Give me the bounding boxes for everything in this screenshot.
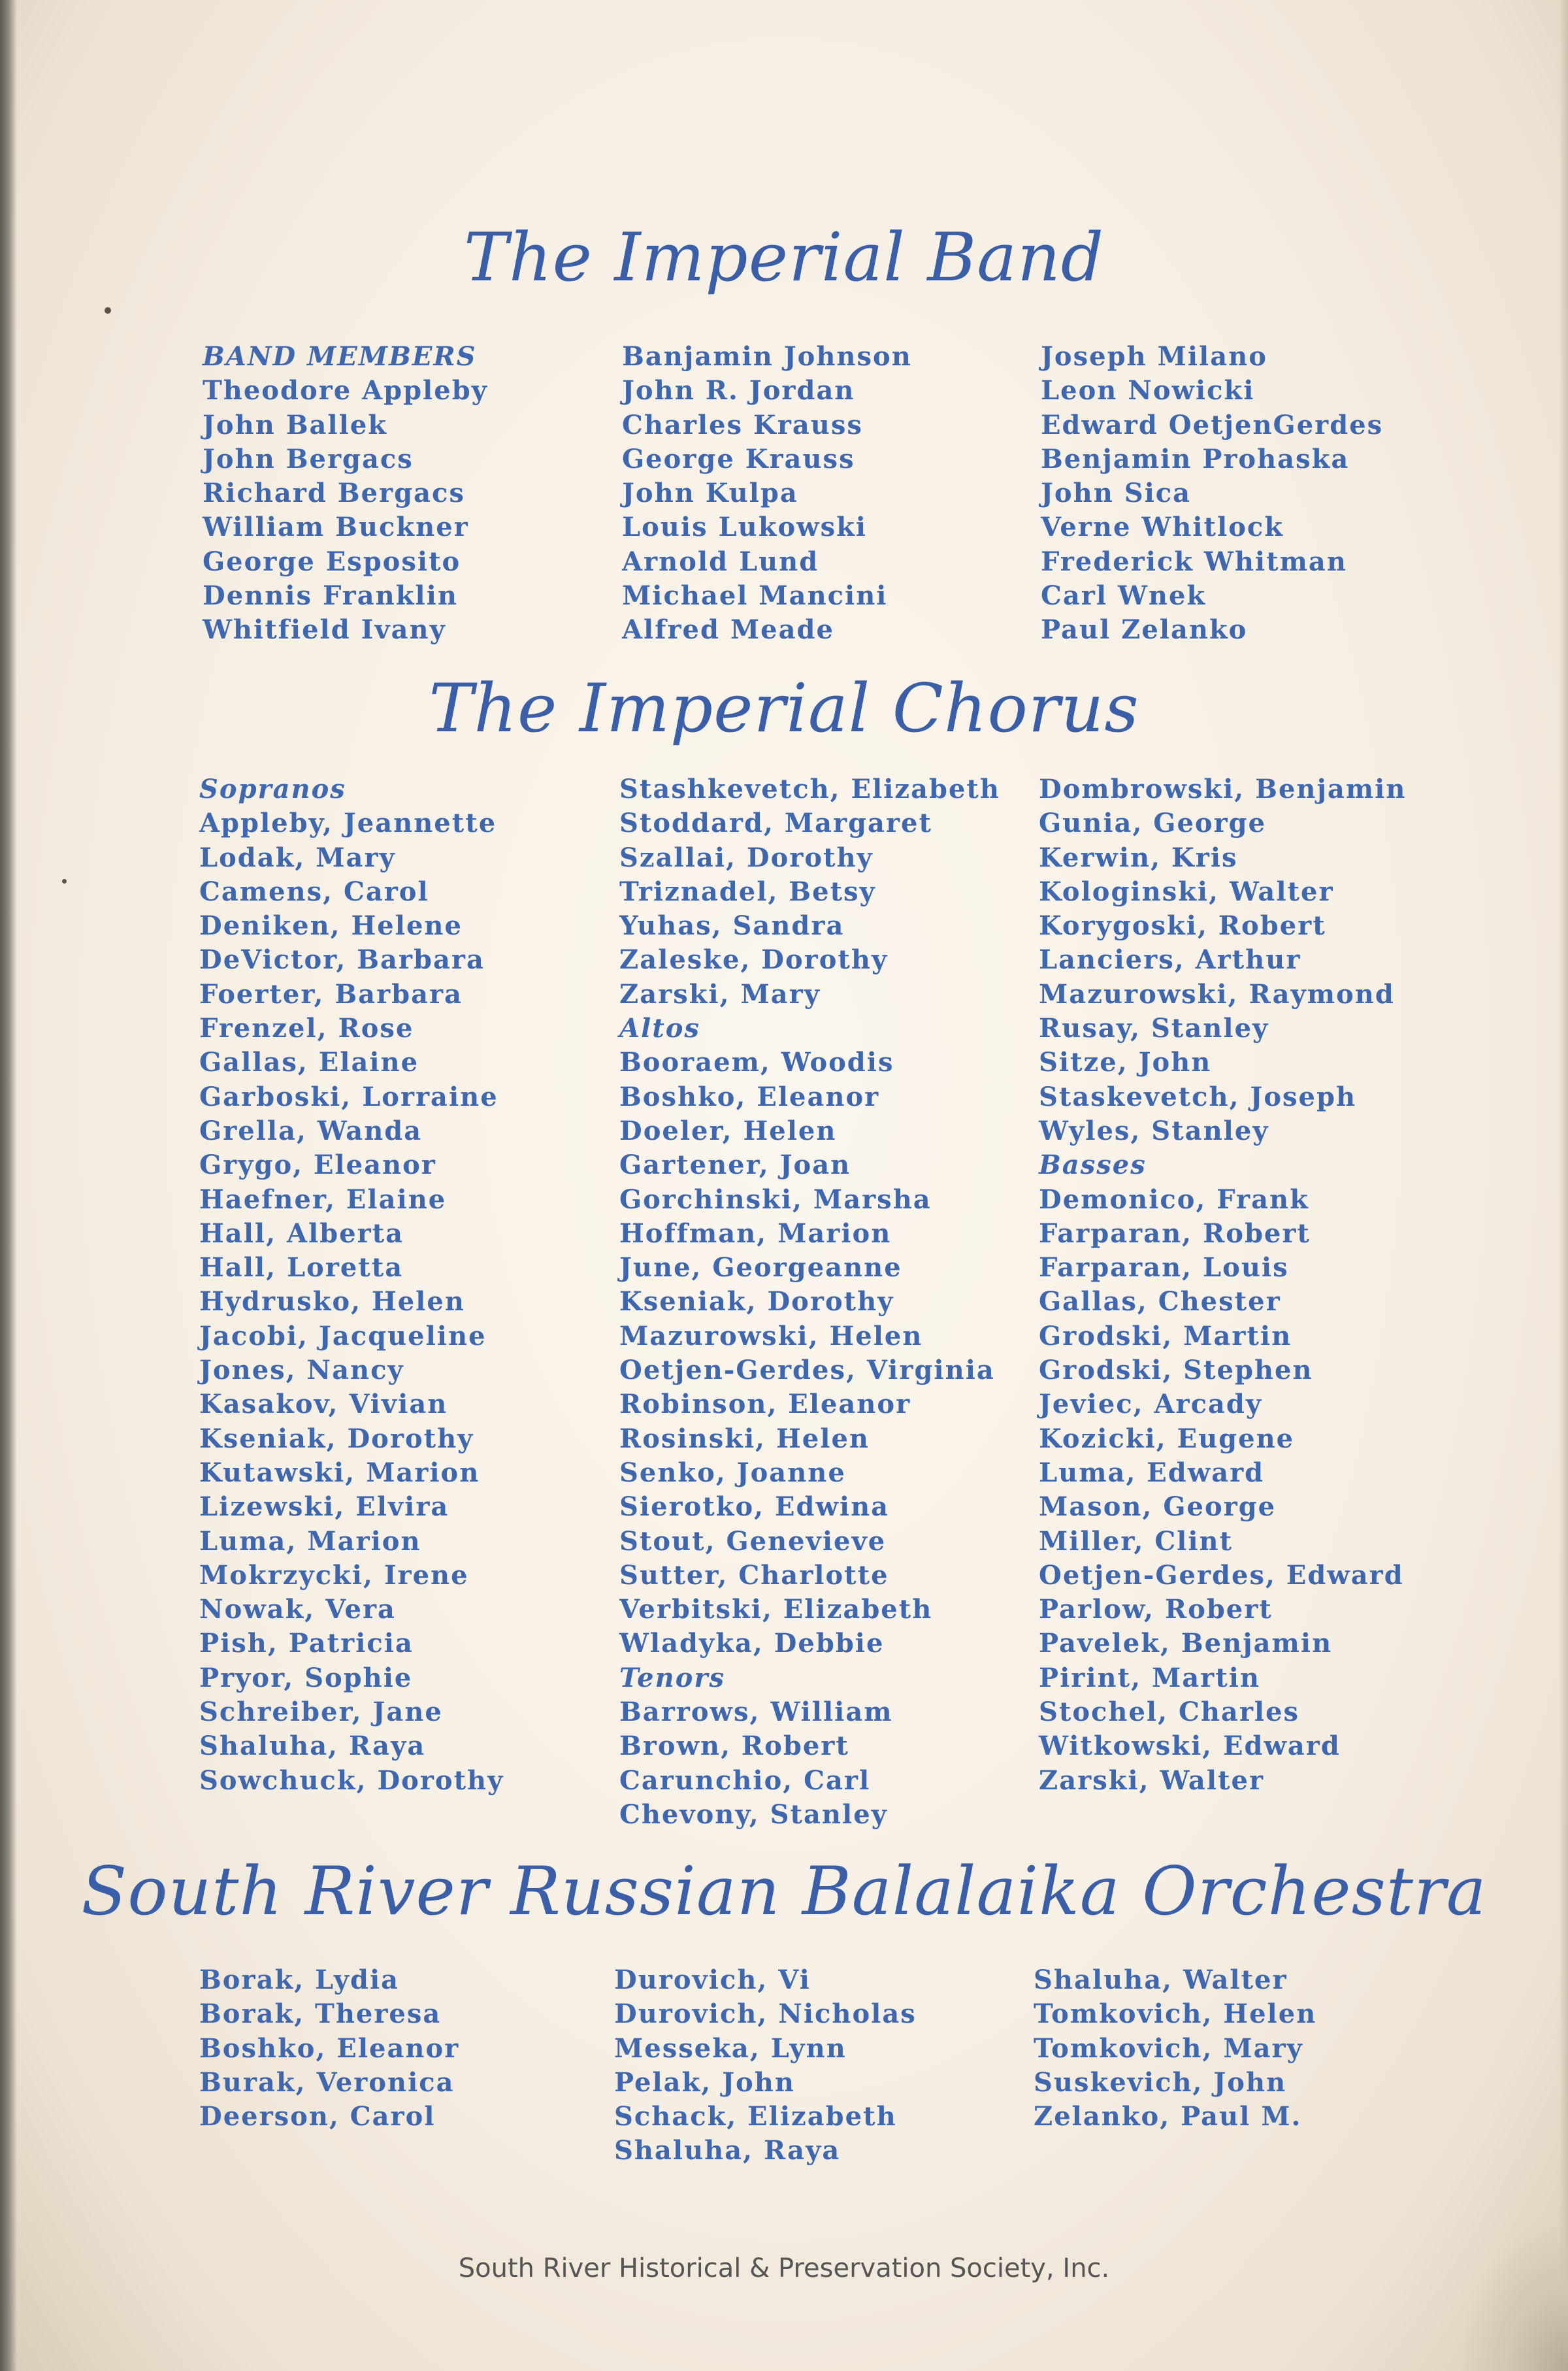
member-name: Arnold Lund <box>622 546 819 577</box>
band-column-3 <box>1041 340 1383 648</box>
member-name: Foerter, Barbara <box>199 978 463 1010</box>
member-name: Yuhas, Sandra <box>619 910 845 942</box>
member-name: Jones, Nancy <box>199 1355 404 1386</box>
member-name: Oetjen-Gerdes, Edward <box>1039 1559 1404 1591</box>
member-name: Barrows, William <box>619 1697 893 1728</box>
member-name: Dombrowski, Benjamin <box>1039 774 1407 804</box>
member-name: Benjamin Prohaska <box>1041 443 1350 474</box>
orchestra-column-2 <box>614 1963 917 2168</box>
section-label: Tenors <box>619 1662 725 1693</box>
member-name: George Esposito <box>203 546 461 577</box>
member-name: Wyles, Stanley <box>1039 1115 1269 1146</box>
member-name: Verbitski, Elizabeth <box>619 1594 933 1625</box>
band-heading: The Imperial Band <box>463 219 1105 297</box>
member-name: Gorchinski, Marsha <box>619 1184 932 1215</box>
member-name: Robinson, Eleanor <box>619 1389 911 1420</box>
member-name: Jeviec, Arcady <box>1039 1389 1263 1420</box>
member-name: Haefner, Elaine <box>199 1184 447 1215</box>
member-name: Tomkovich, Mary <box>1034 2032 1303 2064</box>
member-name: Borak, Theresa <box>199 1998 442 2030</box>
member-name: Edward OetjenGerdes <box>1041 409 1384 440</box>
member-name: Mokrzycki, Irene <box>199 1559 469 1591</box>
member-name: Mazurowski, Raymond <box>1039 978 1395 1010</box>
member-name: Shaluha, Raya <box>199 1731 426 1762</box>
member-name: Alfred Meade <box>622 614 834 646</box>
member-name: Sitze, John <box>1039 1047 1212 1078</box>
member-name: John R. Jordan <box>622 375 855 406</box>
member-name: Schreiber, Jane <box>199 1697 443 1728</box>
member-name: Lizewski, Elvira <box>199 1491 449 1523</box>
chorus-column-3 <box>1039 772 1406 1798</box>
member-name: Triznadel, Betsy <box>619 876 876 907</box>
member-name: Garboski, Lorraine <box>199 1081 498 1112</box>
member-name: Lodak, Mary <box>199 842 396 873</box>
member-name: Szallai, Dorothy <box>619 842 874 873</box>
paper-corner-stain <box>1463 2227 1568 2371</box>
member-name: Camens, Carol <box>199 876 429 907</box>
member-name: Booraem, Woodis <box>619 1047 894 1078</box>
orchestra-column-3 <box>1034 1963 1316 2134</box>
member-name: Gallas, Chester <box>1039 1286 1281 1318</box>
member-name: Kutawski, Marion <box>199 1457 480 1488</box>
member-name: Appleby, Jeannette <box>199 808 497 839</box>
member-name: Gunia, George <box>1039 808 1267 839</box>
member-name: Brown, Robert <box>619 1731 849 1762</box>
member-name: Carl Wnek <box>1041 580 1207 612</box>
orchestra-column-1 <box>199 1963 459 2134</box>
member-name: Hall, Loretta <box>199 1252 404 1284</box>
member-name: Chevony, Stanley <box>619 1799 888 1830</box>
member-name: Boshko, Eleanor <box>619 1081 880 1112</box>
member-name: Deniken, Helene <box>199 910 463 942</box>
member-name: Verne Whitlock <box>1041 512 1284 543</box>
member-name: Senko, Joanne <box>619 1457 846 1488</box>
member-name: Zaleske, Dorothy <box>619 944 889 976</box>
band-column-2 <box>622 340 912 648</box>
member-name: Joseph Milano <box>1041 341 1267 372</box>
section-label: Sopranos <box>199 774 346 804</box>
member-name: Frenzel, Rose <box>199 1013 414 1044</box>
member-name: Sierotko, Edwina <box>619 1491 890 1523</box>
member-name: Pish, Patricia <box>199 1628 414 1659</box>
member-name: Parlow, Robert <box>1039 1594 1273 1625</box>
member-name: Deerson, Carol <box>199 2101 436 2132</box>
member-name: Lanciers, Arthur <box>1039 944 1301 976</box>
chorus-column-1 <box>199 772 504 1798</box>
member-name: Dennis Franklin <box>203 580 458 612</box>
member-name: Stochel, Charles <box>1039 1697 1300 1728</box>
member-name: Messeka, Lynn <box>614 2032 847 2064</box>
member-name: Boshko, Eleanor <box>199 2032 460 2064</box>
member-name: Whitfield Ivany <box>203 614 446 646</box>
member-name: Hall, Alberta <box>199 1218 404 1249</box>
member-name: Suskevich, John <box>1034 2066 1287 2098</box>
member-name: Kologinski, Walter <box>1039 876 1334 907</box>
member-name: Leon Nowicki <box>1041 375 1255 406</box>
member-name: Luma, Marion <box>199 1525 421 1557</box>
member-name: Burak, Veronica <box>199 2066 455 2098</box>
member-name: Farparan, Louis <box>1039 1252 1289 1284</box>
member-name: John Bergacs <box>203 443 414 474</box>
section-label: Altos <box>619 1013 700 1044</box>
section-label: Basses <box>1039 1150 1147 1181</box>
member-name: Pavelek, Benjamin <box>1039 1628 1333 1659</box>
member-name: Mazurowski, Helen <box>619 1320 923 1351</box>
member-name: Hydrusko, Helen <box>199 1286 465 1318</box>
paper-right-edge <box>1559 0 1568 2371</box>
member-name: Kozicki, Eugene <box>1039 1423 1295 1454</box>
member-name: Pelak, John <box>614 2066 795 2098</box>
member-name: Stashkevetch, Elizabeth <box>619 774 1000 804</box>
member-name: DeVictor, Barbara <box>199 944 485 976</box>
paper-speck <box>62 879 67 884</box>
member-name: John Kulpa <box>622 478 798 509</box>
member-name: Paul Zelanko <box>1041 614 1248 646</box>
member-name: Stout, Genevieve <box>619 1525 887 1557</box>
member-name: Kseniak, Dorothy <box>619 1286 894 1318</box>
member-name: Gartener, Joan <box>619 1150 851 1181</box>
paper-left-edge <box>0 0 17 2371</box>
chorus-heading: The Imperial Chorus <box>429 670 1139 748</box>
member-name: Mason, George <box>1039 1491 1277 1523</box>
member-name: George Krauss <box>622 443 855 474</box>
member-name: Grygo, Eleanor <box>199 1150 436 1181</box>
member-name: John Sica <box>1041 478 1192 509</box>
member-name: Wladyka, Debbie <box>619 1628 885 1659</box>
member-name: Luma, Edward <box>1039 1457 1265 1488</box>
member-name: Louis Lukowski <box>622 512 867 543</box>
member-name: Frederick Whitman <box>1041 546 1347 577</box>
member-name: Kerwin, Kris <box>1039 842 1238 873</box>
orchestra-heading: South River Russian Balalaika Orchestra <box>81 1853 1487 1931</box>
member-name: Hoffman, Marion <box>619 1218 892 1249</box>
member-name: Zarski, Mary <box>619 978 821 1010</box>
member-name: Sowchuck, Dorothy <box>199 1765 504 1796</box>
member-name: Witkowski, Edward <box>1039 1731 1341 1762</box>
member-name: Grodski, Stephen <box>1039 1355 1313 1386</box>
member-name: Rosinski, Helen <box>619 1423 870 1454</box>
member-name: Shaluha, Raya <box>614 2135 841 2166</box>
section-label: BAND MEMBERS <box>203 341 477 372</box>
member-name: Farparan, Robert <box>1039 1218 1311 1249</box>
member-name: Charles Krauss <box>622 409 863 440</box>
member-name: Gallas, Elaine <box>199 1047 419 1078</box>
member-name: Richard Bergacs <box>203 478 465 509</box>
member-name: Miller, Clint <box>1039 1525 1233 1557</box>
footer-credit: South River Historical & Preservation Society, Inc. <box>458 2253 1110 2283</box>
member-name: Michael Mancini <box>622 580 888 612</box>
member-name: Borak, Lydia <box>199 1965 400 1995</box>
member-name: Pryor, Sophie <box>199 1662 413 1693</box>
member-name: Theodore Appleby <box>203 375 488 406</box>
member-name: Durovich, Vi <box>614 1965 811 1995</box>
member-name: Rusay, Stanley <box>1039 1013 1269 1044</box>
paper-speck <box>105 307 111 314</box>
member-name: Grodski, Martin <box>1039 1320 1292 1351</box>
member-name: Oetjen-Gerdes, Virginia <box>619 1355 995 1386</box>
member-name: Carunchio, Carl <box>619 1765 871 1796</box>
member-name: William Buckner <box>203 512 469 543</box>
member-name: Kasakov, Vivian <box>199 1389 448 1420</box>
member-name: June, Georgeanne <box>619 1252 902 1284</box>
member-name: Sutter, Charlotte <box>619 1559 889 1591</box>
member-name: Kseniak, Dorothy <box>199 1423 474 1454</box>
member-name: Durovich, Nicholas <box>614 1998 917 2030</box>
member-name: Tomkovich, Helen <box>1034 1998 1317 2030</box>
chorus-column-2 <box>619 772 1000 1832</box>
member-name: Grella, Wanda <box>199 1115 423 1146</box>
member-name: Nowak, Vera <box>199 1594 396 1625</box>
band-column-1 <box>203 340 488 648</box>
member-name: Banjamin Johnson <box>622 341 912 372</box>
member-name: Staskevetch, Joseph <box>1039 1081 1357 1112</box>
member-name: John Ballek <box>203 409 387 440</box>
member-name: Demonico, Frank <box>1039 1184 1309 1215</box>
member-name: Zarski, Walter <box>1039 1765 1265 1796</box>
member-name: Zelanko, Paul M. <box>1034 2101 1302 2132</box>
member-name: Korygoski, Robert <box>1039 910 1326 942</box>
member-name: Schack, Elizabeth <box>614 2101 897 2132</box>
member-name: Doeler, Helen <box>619 1115 837 1146</box>
member-name: Pirint, Martin <box>1039 1662 1260 1693</box>
member-name: Jacobi, Jacqueline <box>199 1320 487 1351</box>
member-name: Shaluha, Walter <box>1034 1965 1288 1995</box>
member-name: Stoddard, Margaret <box>619 808 932 839</box>
